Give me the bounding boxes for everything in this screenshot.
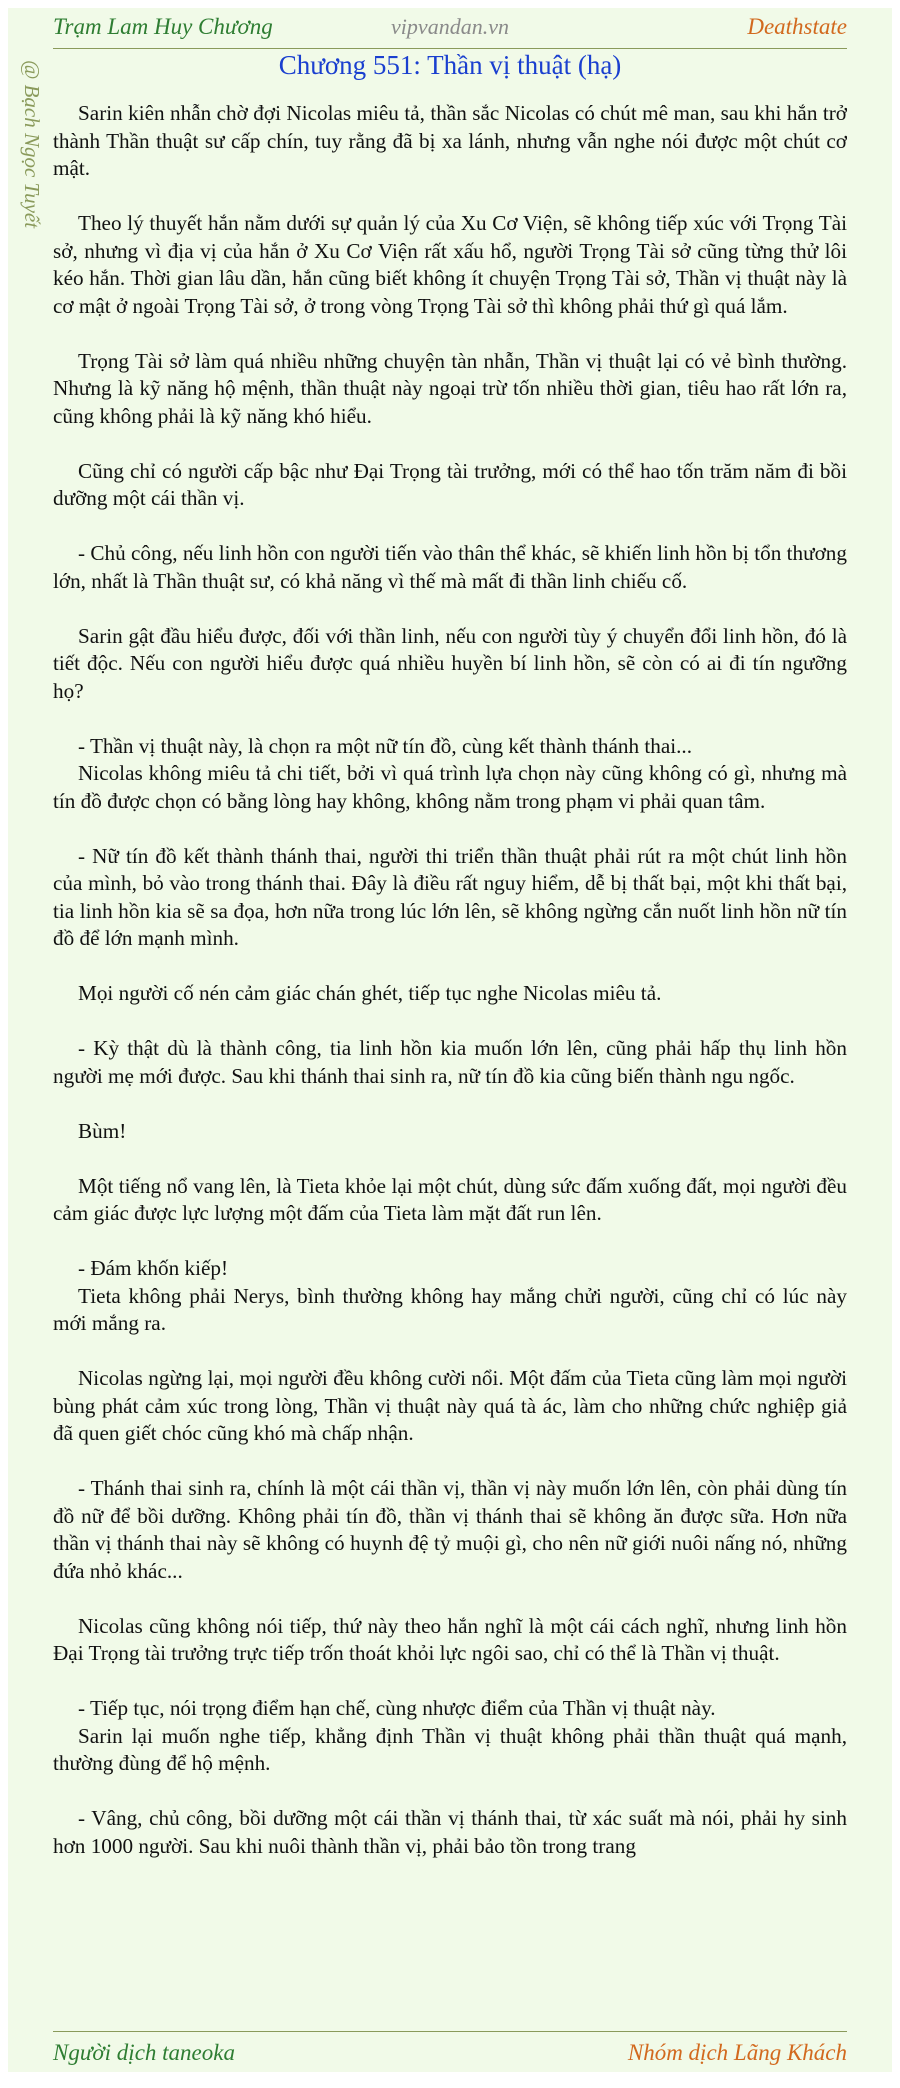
paragraph: - Chủ công, nếu linh hồn con người tiến vào thân thể khác, sẽ khiến linh hồn bị tổn thương lớn, nhất là Thần thuật sư, có khả năng vì thế mà mất đi thần linh chiếu cố. <box>53 541 847 593</box>
paragraph: Sarin kiên nhẫn chờ đợi Nicolas miêu tả, thần sắc Nicolas có chút mê man, sau khi hắn trở thành Thần thuật sư cấp chín, tuy rằng đã bị xa lánh, nhưng vẫn nghe nói được một chút cơ mật. <box>53 101 847 180</box>
paragraph: Theo lý thuyết hắn nằm dưới sự quản lý của Xu Cơ Viện, sẽ không tiếp xúc với Trọng Tài sở, nhưng vì địa vị của hắn ở Xu Cơ Viện rất xấu hổ, người Trọng Tài sở cũng từng thử lôi kéo hắn. Thời gian lâu dần, hắn cũng biết không ít chuyện Trọng Tài sở, Thần vị thuật này là cơ mật ở ngoài Trọng Tài sở, ở trong vòng Trọng Tài sở thì không phải thứ gì quá lắm. <box>53 211 847 318</box>
paragraph: Mọi người cố nén cảm giác chán ghét, tiếp tục nghe Nicolas miêu tả. <box>78 981 662 1005</box>
footer-translator: Người dịch taneoka <box>53 2040 235 2065</box>
paragraph: Nicolas ngừng lại, mọi người đều không cười nổi. Một đấm của Tieta cũng làm mọi người bùng phát cảm xúc trong lòng, Thần vị thuật này quá tà ác, làm cho những chức nghiệp giả đã quen giết chóc cũng khó mà chấp nhận. <box>53 1366 847 1445</box>
paragraph: - Vâng, chủ công, bồi dưỡng một cái thần vị thánh thai, từ xác suất mà nói, phải hy sinh hơn 1000 người. Sau khi nuôi thành thần vị, phải bảo tồn trong trang <box>53 1806 847 1858</box>
paragraph: - Thần vị thuật này, là chọn ra một nữ tín đồ, cùng kết thành thánh thai... <box>78 733 693 758</box>
paragraph: - Đám khốn kiếp! <box>78 1256 229 1280</box>
paragraph: Nicolas không miêu tả chi tiết, bởi vì quá trình lựa chọn này cũng không có gì, nhưng mà tín đồ được chọn có bằng lòng hay không, không nằm trong phạm vi phải quan tâm. <box>53 761 847 813</box>
paragraph: - Thánh thai sinh ra, chính là một cái thần vị, thần vị này muốn lớn lên, còn phải dùng tín đồ nữ để bồi dưỡng. Không phải tín đồ, thần vị thánh thai sẽ không ăn được sữa. Hơn nữa thần vị thánh thai này sẽ không có huynh đệ tỷ muội gì, cho nên nữ giới nuôi nấng nó, những đứa nhỏ khác... <box>53 1476 847 1583</box>
paragraph: Bùm! <box>78 1118 127 1143</box>
page-header <box>53 8 847 49</box>
paragraph: Trọng Tài sở làm quá nhiều những chuyện tàn nhẫn, Thần vị thuật lại có vẻ bình thường. Nhưng là kỹ năng hộ mệnh, thần thuật này ngoại trừ tốn nhiều thời gian, tiêu hao rất lớn ra, cũng không phải là kỹ năng khó hiểu. <box>53 348 847 428</box>
paragraph: - Nữ tín đồ kết thành thánh thai, người thi triển thần thuật phải rút ra một chút linh hồn của mình, bỏ vào trong thánh thai. Đây là điều rất nguy hiểm, dễ bị thất bại, một khi thất bại, tia linh hồn kia sẽ sa đọa, hơn nữa trong lúc lớn lên, sẽ không ngừng cắn nuốt linh hồn nữ tín đồ để lớn mạnh mình. <box>53 843 847 950</box>
chapter-title: Chương 551: Thần vị thuật (hạ) <box>278 50 622 80</box>
header-site-name: vipvandan.vn <box>391 14 509 39</box>
sidebar-credit: @ Bạch Ngọc Tuyết <box>20 60 44 229</box>
header-left-text: Trạm Lam Huy Chương <box>53 14 273 39</box>
footer-group: Nhóm dịch Lãng Khách <box>627 2040 847 2065</box>
paragraph: Tieta không phải Nerys, bình thường không hay mắng chửi người, cũng chỉ có lúc này mới mắng ra. <box>53 1283 847 1335</box>
page <box>8 8 892 2072</box>
paragraph: Nicolas cũng không nói tiếp, thứ này theo hắn nghĩ là một cái cách nghĩ, nhưng linh hồn Đại Trọng tài trưởng trực tiếp trốn thoát khỏi lực ngôi sao, chỉ có thể là Thần vị thuật. <box>53 1613 847 1665</box>
header-right-text: Deathstate <box>747 14 847 39</box>
paragraph: Một tiếng nổ vang lên, là Tieta khỏe lại một chút, dùng sức đấm xuống đất, mọi người đều cảm giác được lực lượng một đấm của Tieta làm mặt đất run lên. <box>53 1173 847 1225</box>
paragraph: Sarin gật đầu hiểu được, đối với thần linh, nếu con người tùy ý chuyển đổi linh hồn, đó là tiết độc. Nếu con người hiểu được quá nhiều huyền bí linh hồn, sẽ còn có ai đi tín ngưỡng họ? <box>53 623 847 703</box>
paragraph: - Kỳ thật dù là thành công, tia linh hồn kia muốn lớn lên, cũng phải hấp thụ linh hồn người mẹ mới được. Sau khi thánh thai sinh ra, nữ tín đồ kia cũng biến thành ngu ngốc. <box>53 1036 847 1088</box>
chapter-content <box>53 100 847 1970</box>
paragraph: - Tiếp tục, nói trọng điểm hạn chế, cùng nhược điểm của Thần vị thuật này. <box>78 1696 716 1720</box>
paragraph: Sarin lại muốn nghe tiếp, khẳng định Thần vị thuật không phải thần thuật quá mạnh, thường đùng để hộ mệnh. <box>53 1723 847 1775</box>
page-footer <box>53 2031 847 2072</box>
paragraph: Cũng chỉ có người cấp bậc như Đại Trọng tài trưởng, mới có thể hao tốn trăm năm đi bồi dưỡng một cái thần vị. <box>53 458 847 510</box>
